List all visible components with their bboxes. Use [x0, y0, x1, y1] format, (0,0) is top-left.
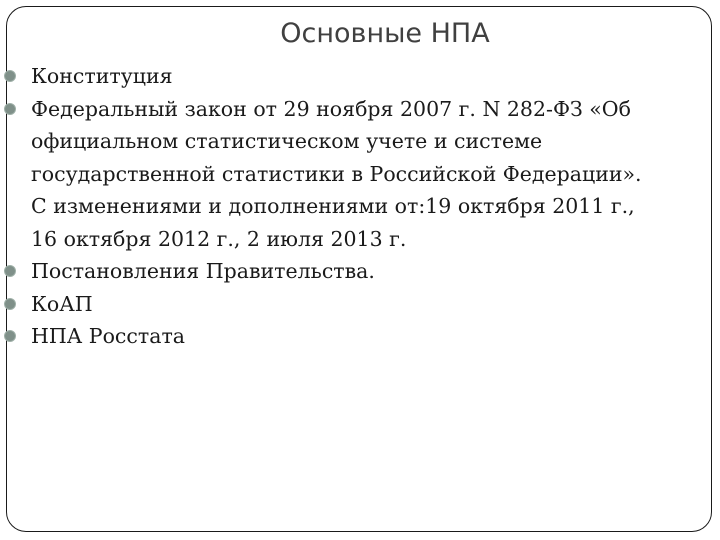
slide-title: Основные НПА	[280, 18, 490, 49]
bullet-text: КоАП	[31, 291, 93, 316]
bullet-text-line: официальном статистическом учете и системе	[31, 129, 543, 153]
bullet-item-constitution	[0, 60, 700, 93]
bullet-item-government-decrees	[0, 255, 700, 288]
bullet-icon	[4, 298, 16, 310]
bullet-text: Конституция	[31, 64, 173, 88]
bullet-icon	[4, 265, 16, 277]
bullet-text-line: Федеральный закон от 29 ноября 2007 г. N 282-ФЗ «Об	[31, 96, 631, 121]
bullet-item-rosstat-acts	[0, 320, 700, 353]
bullet-text-line: С изменениями и дополнениями от:19 октября 2011 г.,	[31, 194, 635, 218]
bullet-text: Постановления Правительства.	[31, 259, 375, 283]
bullet-item-federal-law	[0, 93, 700, 256]
bullet-text-line: государственной статистики в Российской Федерации».	[31, 161, 642, 186]
bullet-item-koap	[0, 288, 700, 321]
bullet-icon	[4, 70, 16, 82]
bullet-list	[0, 60, 700, 353]
bullet-icon	[4, 103, 16, 115]
bullet-text-line: 16 октября 2012 г., 2 июля 2013 г.	[31, 226, 407, 251]
bullet-text: НПА Росстата	[31, 324, 186, 348]
bullet-icon	[4, 330, 16, 342]
